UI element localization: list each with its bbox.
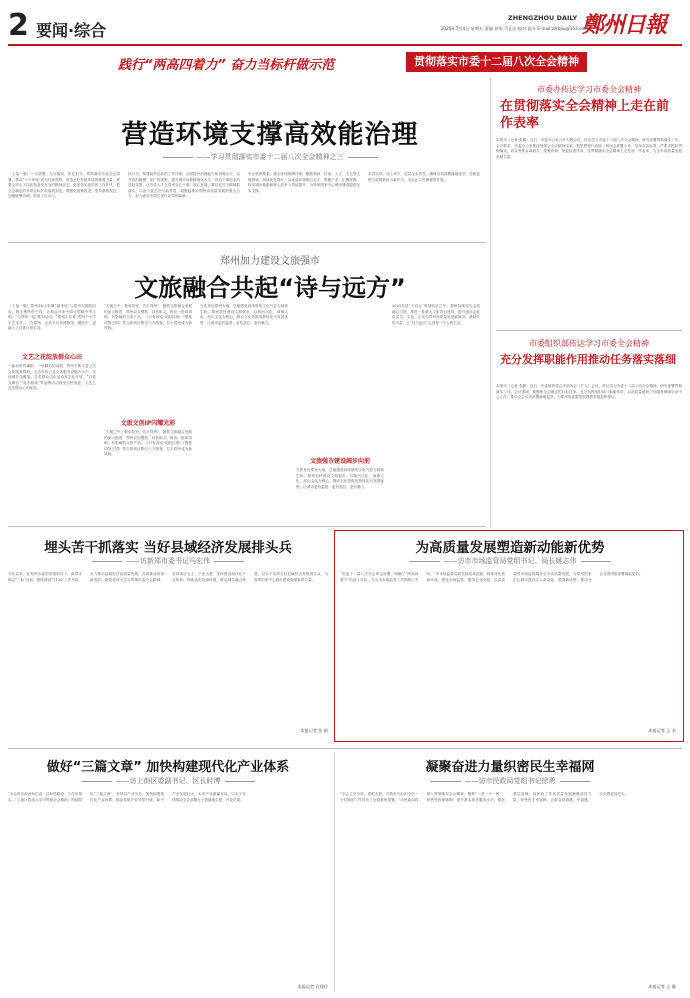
culture-subhead-2: 文旅文创IP闪耀光彩	[120, 420, 176, 427]
culture-col-5: 2025年是“十四五”规划收官之年。郑州持续加大文旅融合力度，推进一批重大文旅项目建设，提升城市文化软实力。文化，正成为郑州高质量发展最深沉、最持久的力量，让“诗与远方”走进每一个人的生活。	[392, 304, 480, 325]
sidebar-kicker-2: 市委组织部传达学习市委全会精神	[529, 339, 649, 348]
masthead-rule	[8, 44, 682, 46]
banner-slogan-right: 贯彻落实市委十二届八次全会精神	[406, 52, 587, 72]
article-2-subtitle	[340, 556, 680, 566]
sidebar-title-2: 充分发挥职能作用推动任务落实落细	[500, 353, 676, 366]
article-2-author: 本报记者 王 金	[648, 728, 676, 733]
culture-col-4b: 当你身处郑州大地，总能感受到浓厚的文化气息与勃勃生机。郑州加快建设文旅强市，以黄河文化、商都文化、嵩山文化为核心，推动文化资源优势转化为发展优势，让城市更有温度、更有品位、更有魅力。	[296, 468, 384, 489]
culture-title: 文旅融合共起“诗与远方”	[134, 274, 406, 302]
sidebar-text-2: 本报讯（记者 李静）近日，市委组织部召开部务会（扩大）会议，传达学习市委十二届八次全会精神，研究部署贯彻落实工作。会议强调，要聚焦全会确定的目标任务，充分发挥组织部门职能作用，以高质量组织工作服务保障全市中心工作，推动全会各项部署落地见效，为郑州高质量发展提供坚强组织保证。	[496, 384, 682, 400]
sidebar-title-1: 在贯彻落实全会精神上走在前作表率	[500, 99, 670, 131]
article-3-author: 本报记者 武建玲	[297, 984, 328, 989]
banner	[8, 52, 682, 72]
lead-subtitle-text: ——学习贯彻落实市委十二届八次全会精神之三	[196, 153, 344, 161]
culture-divider	[8, 526, 486, 527]
lead-text-3: 安全机制要素，健全环境保障体系。聚焦营商、法治、人文、生态等关键领域，持续优化提升，以优质环境吸引人才、集聚产业、汇聚资源，推动城市能级和核心竞争力持续提升，为郑州国家中心城市建设提供坚实支撑。	[248, 172, 360, 193]
article-4-title: 凝聚奋进力量织密民生幸福网	[425, 760, 595, 775]
paper-logo: 鄭州日報	[582, 12, 667, 38]
article-4-text: “全会立足全局，着眼大势，对我市当前和今后一个时期的工作作出了全面系统部署。”市民政局将深入贯彻落实全会精神，聚焦“一老一小一困”，织密兜底保障网，提升基本养老服务水平，强化基层治理，以民政工作高质量发展凝聚奋进力量，织密民生幸福网，让群众获得感、幸福感、安全感更加充实。	[340, 792, 629, 802]
date-line: 2025年7月4日 星期五 责编 孙华 马艺洁 校对 高升 E-mail:zzrbjiu@163.com	[440, 26, 588, 31]
sidebar-rule	[490, 78, 491, 528]
culture-col-3: “天地之中、黄帝故里、功夫郑州”，随着文旅融合发展的深入推进，郑州以文塑旅、以旅彰文，推出一批叫得响、有影响的文旅产品，《只有河南·戏剧幻城》《银基动物王国》等文旅项目吸引八方游客，打卡郑州成为新风尚。	[104, 304, 192, 331]
article-3-subtitle	[8, 776, 328, 786]
sidebar-divider	[496, 330, 682, 331]
banner-slogan-left: 践行“两高四着力” 奋力当标杆做示范	[118, 58, 335, 73]
article-1-title: 埋头苦干抓落实 当好县域经济发展排头兵	[44, 540, 292, 556]
page-number: 2	[8, 8, 29, 43]
article-3-text: “全会报告政治站位高，目标思路清，工作举措实。”上街区将深入学习贯彻全会精神，围绕做好“三篇文章”，坚持以产业为先，加快构建现代化产业体系，推动传统产业转型升级、新兴产业发展壮大、未来产业谋篇布局，以实干实绩推动全会部署在上街落地生根、开花结果。	[8, 792, 246, 802]
article-1-subtitle-text: ——访新郑市委书记马宏伟	[126, 557, 210, 565]
article-2-text: “市委十二届八次全会审定部署，明确了“两高四着力”的奋斗目标，为全市市场监管工作指明了方向。”市市场监管局将坚持改革创新，持续优化营商环境，强化市场监管，服务企业发展，以高质量的市场监管服务全市高质量发展，为郑州国家中心城市建设注入新动能、塑造新优势，推动全会各项决策部署落地见效。	[340, 572, 643, 582]
article-1-author: 本报记者 张 韵	[300, 728, 328, 733]
article-2-subtitle-text: ——访市市场监管局党组书记、局长姚志伟	[443, 557, 577, 565]
lead-divider	[8, 242, 486, 243]
sidebar-kicker-1: 市委办传达学习市委全会精神	[537, 85, 641, 94]
lower-divider	[8, 748, 682, 749]
article-1-subtitle	[8, 556, 328, 566]
culture-col-1: （上接一版）郑州3D山彩舞“最美说”与郑州大剧院同步，数字博物馆上线，让观众在家中即可领略中华文明。“与郑州一起”系列活动、“郑州少年说”郑州中小学生艺术节……在郑州，文化不仅在博物馆、剧院中，更融入了百姓日常生活。	[8, 304, 96, 331]
culture-subhead-1: 文艺之花绽放群众心田	[21, 354, 82, 361]
article-3-subtitle-text: ——访上街区委副书记、区长时博	[115, 777, 221, 785]
article-4-author: 本报记者 王 璇	[648, 984, 676, 989]
culture-kicker: 郑州加力建设文旅强市	[220, 256, 320, 267]
lower-column-rule	[334, 752, 335, 992]
article-1-text: 今年以来，在郑州市委的坚强领导下，新郑市锚定“三标”目标，围绕建设“1136”工作布局，全力推动县域经济高质量发展，各项事业取得新成效。新郑将深入学习贯彻市委全会精神，坚持项目为王、产业为基，加快建设现代化产业体系，持续优化营商环境，推动城乡融合发展，以实干实绩当好县域经济发展排头兵，为郑州国家中心城市建设贡献新郑力量。	[8, 572, 328, 582]
lead-text-4: 求得实效。以上率下，层层压实责任，确保各项部署落地见效，在新征程上展现新担当新作为，交出让人民满意的答卷。	[368, 172, 480, 182]
article-4-subtitle	[340, 776, 680, 786]
culture-col-2: 一曲动听的豫剧，一场精彩的话剧，郑州不断丰富公共文化服务供给，全市共有公共文化服务设施万余个，实现城乡全覆盖。各类群众文化活动常态化开展，“百姓大舞台”“周末剧场”等品牌活动深受市民喜爱，文艺之花在群众心田绽放。	[8, 364, 96, 391]
masthead	[8, 4, 682, 48]
lead-text-2: 执行力，构建高效运转的工作体系。全面提升治理能力和治理水平，以开放的胸襟、宽广的视野，提升城市治理精细化水平。营造干事创业的良好氛围，让各类人才在郑州安心干事、放心发展。要以钉钉子精神抓落实，以奋斗姿态书写新答卷，凝聚起推动郑州高质量发展的强大合力，奋力谱写中国式现代化郑州篇章。	[128, 172, 240, 199]
paper-name-en: ZHENGZHOU DAILY	[508, 14, 578, 22]
article-4-subtitle-text: ——访市民政局党组书记徐勇	[464, 777, 556, 785]
lead-text-1: （上接一版）一分部署，九分落实，贵在担当。贯彻落实市委全会部署，推动“十个环境”成为经营郑州，营造良好发展环境的重要力量，需要全市上下以更加奋发有为的精神状态、更加务实高效的工作作风，把全会确定的各项目标任务落到实处。要强化统筹推进，坚持系统观念，加强统筹协调，形成工作合力。	[8, 172, 120, 199]
article-3-title: 做好“三篇文章” 加快构建现代化产业体系	[46, 760, 290, 775]
article-2-title: 为高质量发展塑造新动能新优势	[415, 540, 605, 556]
culture-subhead-3: 文旅强市建设阔步向前	[309, 458, 370, 465]
sidebar-text-1: 本报讯（记者 张翼）近日，市委办公室召开专题会议，传达学习市委十二届八次全会精神，研究部署贯彻落实工作。会议要求，市委办公室要深刻领会全会精神实质，把思想和行动统一到全会部署上来，坚持以高标准、严要求抓好贯彻落实，切实发挥参谋助手、统筹协调、督促检查作用，在贯彻落实全会精神上走在前、作表率，为全市高质量发展贡献力量。	[496, 138, 682, 159]
section-title: 要闻·综合	[36, 21, 107, 40]
culture-col-4: 当你身处郑州大地，总能感受到浓厚的文化气息与勃勃生机。郑州加快建设文旅强市，以黄河文化、商都文化、嵩山文化为核心，推动文化资源优势转化为发展优势，让城市更有温度、更有品位、更有魅力。	[200, 304, 288, 325]
culture-col-3b: “天地之中、黄帝故里、功夫郑州”，随着文旅融合发展的深入推进，郑州以文塑旅、以旅彰文，推出一批叫得响、有影响的文旅产品，《只有河南·戏剧幻城》《银基动物王国》等文旅项目吸引八方游客，打卡郑州成为新风尚。	[104, 430, 192, 457]
lead-subtitle	[60, 152, 480, 162]
lead-title: 营造环境支撑高效能治理	[121, 120, 419, 150]
